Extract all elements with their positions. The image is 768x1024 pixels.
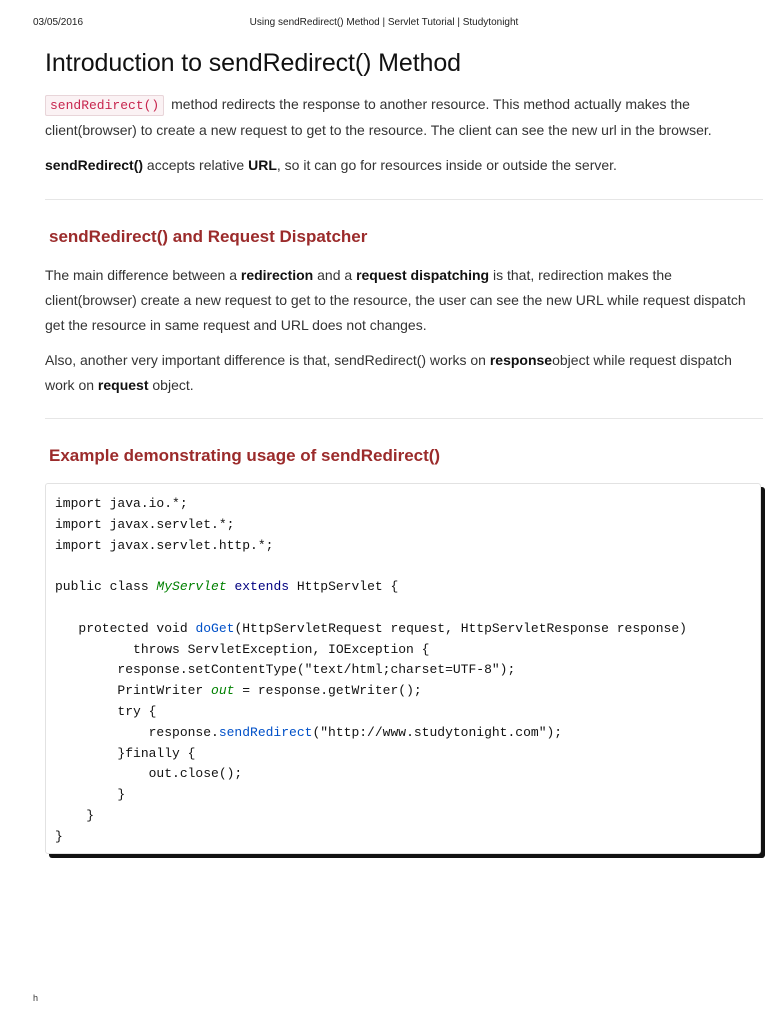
code-listing	[46, 484, 760, 848]
difference-paragraph	[45, 263, 760, 338]
code-variable: out	[211, 683, 235, 699]
section-heading-example: Example demonstrating usage of sendRedirect()	[49, 446, 441, 465]
code-token: PrintWriter	[55, 683, 212, 699]
code-line: }	[55, 828, 63, 844]
code-line: import javax.servlet.http.*;	[55, 537, 274, 553]
code-line: }finally {	[55, 745, 196, 761]
code-line	[55, 621, 687, 636]
code-line	[55, 683, 422, 698]
code-line: }	[55, 807, 95, 823]
code-method-name: doGet	[195, 620, 235, 636]
code-method-call: sendRedirect	[218, 724, 313, 740]
relative-url-paragraph	[45, 153, 760, 178]
code-line: out.close();	[55, 766, 243, 782]
bold-sendredirect: sendRedirect()	[45, 157, 144, 173]
section-divider	[45, 199, 763, 200]
paragraph-text: is that, redirection makes the client(browser) create a new request to get to the resource, the user can see the new URL while request dispatch get the resource in same request and URL does not changes.	[45, 267, 746, 333]
code-token: (HttpServletRequest request, HttpServletResponse response)	[234, 620, 687, 636]
paragraph-text: , so it can go for resources inside or outside the server.	[276, 157, 617, 173]
code-keyword: extends	[234, 579, 290, 595]
paragraph-text: The main difference between a	[45, 267, 241, 283]
code-token: protected void	[55, 620, 196, 636]
print-header	[0, 17, 768, 31]
section-divider	[45, 418, 763, 419]
code-line	[55, 579, 398, 594]
code-token: public class	[55, 579, 157, 595]
code-line: }	[55, 787, 126, 803]
intro-paragraph-text: method redirects the response to another resource. This method actually makes the client(browser) to create a new request to get to the resource. The client can see the new url in the browser.	[45, 96, 712, 138]
paragraph-text: accepts relative	[143, 157, 249, 173]
code-token: HttpServlet {	[289, 579, 399, 595]
bold-url: URL	[248, 157, 277, 173]
code-line: response.setContentType("text/html;charset=UTF-8");	[55, 662, 516, 678]
code-line: try {	[55, 703, 157, 719]
code-line	[55, 725, 562, 740]
page-title: Introduction to sendRedirect() Method	[45, 49, 461, 77]
bold-request-dispatching: request dispatching	[356, 267, 490, 283]
paragraph-text: object.	[148, 377, 194, 393]
code-token: ("http://www.studytonight.com");	[312, 724, 563, 740]
intro-paragraph	[45, 92, 760, 143]
code-class-name: MyServlet	[156, 579, 227, 595]
print-page-title: Using sendRedirect() Method | Servlet Tutorial | Studytonight	[249, 17, 519, 28]
paragraph-text: object while request dispatch work on	[45, 352, 732, 393]
code-line: import java.io.*;	[55, 496, 188, 511]
code-line: throws ServletException, IOException {	[55, 641, 430, 657]
inline-code-sendredirect: sendRedirect()	[45, 95, 164, 116]
bold-request: request	[97, 377, 149, 393]
paragraph-text: and a	[313, 267, 357, 283]
response-object-paragraph	[45, 348, 760, 398]
bold-redirection: redirection	[240, 267, 314, 283]
print-footer-url-fragment: h	[33, 993, 39, 1003]
bold-response: response	[489, 352, 553, 368]
paragraph-text: Also, another very important difference is that, sendRedirect() works on	[45, 352, 490, 368]
code-token: response.	[55, 724, 219, 740]
code-line: import javax.servlet.*;	[55, 516, 235, 532]
print-date: 03/05/2016	[33, 17, 84, 28]
section-heading-dispatcher: sendRedirect() and Request Dispatcher	[49, 227, 368, 246]
code-token: = response.getWriter();	[234, 683, 422, 699]
code-block	[45, 483, 761, 854]
